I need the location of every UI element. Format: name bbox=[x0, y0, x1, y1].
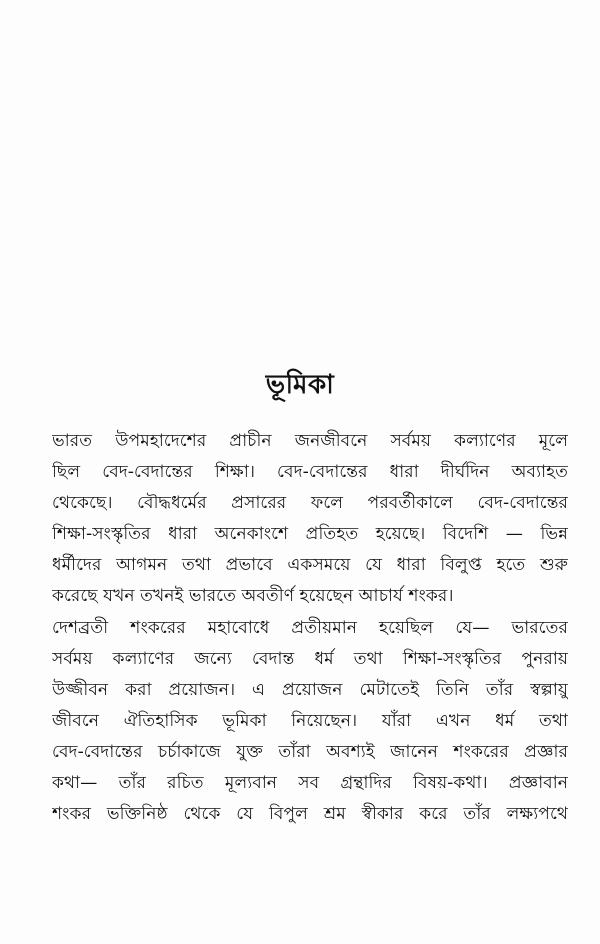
text-line: উজ্জীবন করা প্রয়োজন। এ প্রয়োজন মেটাতেই তিনি তাঁর স্বল্পায়ু bbox=[52, 679, 568, 700]
text-line: শংকর ভক্তিনিষ্ঠ থেকে যে বিপুল শ্রম স্বীকার করে তাঁর লক্ষ্যপথে bbox=[52, 804, 568, 825]
text-line: ভারত উপমহাদেশের প্রাচীন জনজীবনে সর্বময় কল্যাণের মূলে bbox=[52, 431, 568, 451]
text-line: কথা— তাঁর রচিত মূল্যবান সব গ্রন্থাদির বিষয়-কথা। প্রজ্ঞাবান bbox=[52, 773, 568, 794]
text-line: ধর্মীদের আগমন তথা প্রভাবে একসময়ে যে ধারা বিলুপ্ত হতে শুরু bbox=[52, 555, 568, 576]
page-heading: ভূমিকা bbox=[265, 370, 335, 400]
text-line: সর্বময় কল্যাণের জন্যে বেদান্ত ধর্ম তথা শিক্ষা-সংস্কৃতির পুনরায় bbox=[52, 648, 568, 669]
text-line: ছিল বেদ-বেদান্তের শিক্ষা। বেদ-বেদান্তের ধারা দীর্ঘদিন অব্যাহত bbox=[52, 462, 568, 483]
text-line: বেদ-বেদান্তের চর্চাকাজে যুক্ত তাঁরা অবশ্যই জানেন শংকরের প্রজ্ঞার bbox=[52, 741, 568, 762]
text-line: জীবনে ঐতিহাসিক ভূমিকা নিয়েছেন। যাঁরা এখন ধর্ম তথা bbox=[52, 710, 568, 731]
text-line: করেছে যখন তখনই ভারতে অবতীর্ণ হয়েছেন আচার্য শংকর। bbox=[52, 586, 454, 607]
text-line: দেশব্রতী শংকরের মহাবোধে প্রতীয়মান হয়েছিল যে— ভারতের bbox=[52, 617, 568, 638]
body-paragraph bbox=[52, 426, 568, 830]
text-line: থেকেছে। বৌদ্ধধর্মের প্রসারের ফলে পরবর্তীকালে বেদ-বেদান্তের bbox=[52, 493, 568, 514]
text-line: শিক্ষা-সংস্কৃতির ধারা অনেকাংশে প্রতিহত হয়েছে। বিদেশি — ভিন্ন bbox=[52, 524, 568, 545]
